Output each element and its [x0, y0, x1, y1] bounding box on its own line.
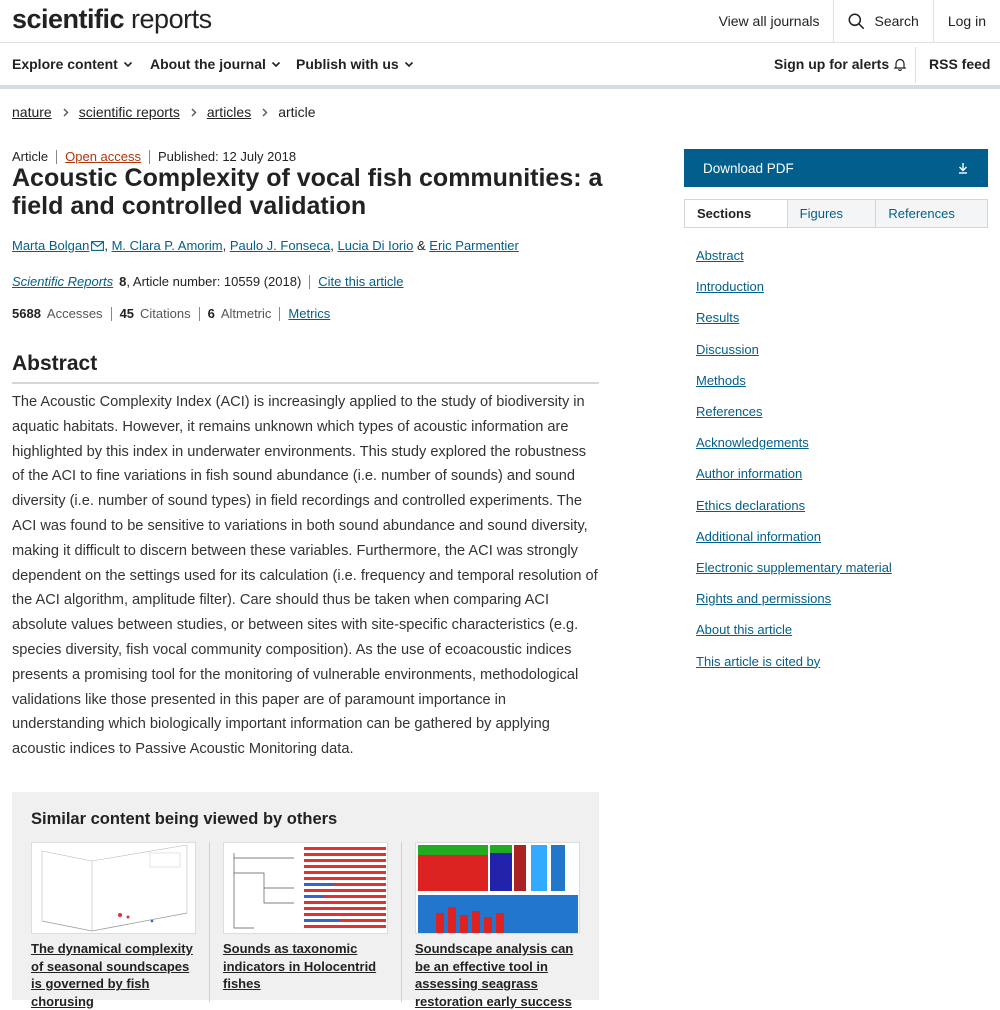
abstract-text: The Acoustic Complexity Index (ACI) is increasingly applied to the study of biodiversity in aquatic habitats. However, it remains unknown which types of acoustic information are highlighted by this index in underwater environments. This study explored the robustness of the ACI to fine variations in fish sound abundance (i.e. number of sounds) and sound diversity (i.e. number of sound types) in field recordings and controlled experiments. The ACI was found to be sensitive to variations in both sound abundance and sound diversity, making it difficult to discern between these variables. Furthermore, the ACI was strongly dependent on the settings used for its calculation (i.e. frequency and temporal resolution of the ACI algorithm, amplitude filter). Care should thus be taken when comparing ACI absolute values between studies, or between sites with site-specific characteristics (e.g. species diversity, fish vocal community composition). As the use of ecoacoustic indices presents a promising tool for the monitoring of vulnerable environments, methodological validations like those presented in this paper are of paramount importance in understanding which biologically important information can be gathered by applying acoustic indices to Passive Acoustic Monitoring data.	[12, 394, 598, 758]
card-divider	[209, 842, 210, 1002]
section-link-item[interactable]	[696, 271, 892, 302]
top-header	[0, 0, 1000, 43]
section-link-item[interactable]	[696, 334, 892, 365]
divider	[111, 307, 112, 321]
similar-article-card[interactable]	[223, 842, 393, 993]
divider	[149, 150, 150, 164]
chevron-down-icon	[404, 59, 414, 69]
search-label: Search	[874, 13, 919, 29]
article-type: Article	[12, 149, 49, 164]
breadcrumb	[12, 104, 316, 120]
tab-sections[interactable]: Sections	[685, 200, 787, 227]
published-date: Published: 12 July 2018	[158, 149, 297, 164]
email-icon[interactable]	[91, 241, 104, 251]
section-link-item[interactable]	[696, 302, 892, 333]
section-link-item[interactable]	[696, 427, 892, 458]
volume: 8	[119, 274, 127, 289]
section-link[interactable]: Abstract	[696, 248, 744, 264]
similar-content-panel	[12, 792, 599, 1009]
chevron-right-icon	[260, 108, 269, 117]
section-link-item[interactable]	[696, 490, 892, 521]
chevron-right-icon	[61, 108, 70, 117]
similar-article-card[interactable]	[31, 842, 201, 1010]
section-link[interactable]: Introduction	[696, 279, 764, 295]
article-metrics	[12, 306, 330, 321]
article-meta	[12, 149, 296, 164]
sidebar-tabs	[684, 199, 988, 228]
section-link-item[interactable]	[696, 365, 892, 396]
section-link[interactable]: Acknowledgements	[696, 435, 809, 451]
similar-article-title[interactable]: Soundscape analysis can be an effective tool in assessing seagrass restoration early success	[415, 941, 574, 1009]
breadcrumb-nature[interactable]: nature	[12, 104, 52, 120]
accesses-label: Accesses	[46, 306, 103, 321]
nav-divider	[915, 47, 916, 83]
author-link[interactable]: M. Clara P. Amorim	[111, 238, 223, 253]
divider	[56, 150, 57, 164]
article-number: , Article number: 10559 (2018)	[126, 274, 302, 289]
altmetric-label: Altmetric	[220, 306, 272, 321]
section-link[interactable]: References	[696, 404, 763, 420]
download-pdf-button[interactable]	[684, 149, 988, 187]
journal-link[interactable]: Scientific Reports	[12, 274, 114, 289]
abstract-heading: Abstract	[12, 352, 98, 375]
similar-content-heading: Similar content being viewed by others	[31, 810, 338, 828]
section-link[interactable]: About this article	[696, 622, 793, 638]
publish-with-us-menu[interactable]: Publish with us	[296, 56, 414, 72]
thumbnail-plot-image	[32, 843, 197, 935]
section-link[interactable]: Ethics declarations	[696, 497, 806, 513]
tab-figures[interactable]: Figures	[787, 200, 876, 227]
cite-article-link[interactable]: Cite this article	[318, 274, 404, 289]
breadcrumb-current: article	[278, 104, 316, 120]
section-link-item[interactable]	[696, 583, 892, 614]
divider	[279, 307, 280, 321]
citations-count: 45	[119, 306, 135, 321]
explore-content-menu[interactable]: Explore content	[12, 56, 133, 72]
divider	[309, 275, 310, 289]
article-thumbnail[interactable]	[223, 842, 388, 934]
citation-line	[12, 274, 404, 289]
main-nav	[0, 43, 1000, 89]
section-link-item[interactable]	[696, 458, 892, 489]
tab-references[interactable]: References	[875, 200, 987, 227]
section-link[interactable]: Discussion	[696, 341, 759, 357]
author-link[interactable]: Marta Bolgan	[12, 238, 90, 253]
author-link[interactable]: Eric Parmentier	[429, 238, 519, 253]
similar-article-title[interactable]: The dynamical complexity of seasonal soundscapes is governed by fish chorusing	[31, 941, 193, 1009]
breadcrumb-articles[interactable]: articles	[206, 104, 252, 120]
divider	[199, 307, 200, 321]
metrics-link[interactable]: Metrics	[288, 306, 331, 321]
chevron-down-icon	[123, 59, 133, 69]
section-link[interactable]: Additional information	[696, 528, 822, 544]
open-access-link[interactable]: Open access	[65, 149, 141, 164]
rss-feed-link[interactable]: RSS feed	[929, 56, 991, 72]
about-journal-menu[interactable]: About the journal	[150, 56, 281, 72]
section-link-item[interactable]	[696, 552, 892, 583]
sign-up-alerts-link[interactable]: Sign up for alerts	[774, 56, 907, 72]
thumbnail-barchart-image	[416, 843, 581, 935]
section-link-item[interactable]	[696, 240, 892, 271]
chevron-right-icon	[189, 108, 198, 117]
section-link-item[interactable]	[696, 645, 892, 676]
view-all-journals-link[interactable]: View all journals	[718, 13, 820, 29]
bell-icon	[893, 57, 907, 71]
journal-logo[interactable]: scientific reports	[12, 4, 212, 34]
article-thumbnail[interactable]	[31, 842, 196, 934]
section-link[interactable]: Methods	[696, 372, 746, 388]
author-link[interactable]: Paulo J. Fonseca	[229, 238, 331, 253]
similar-article-title[interactable]: Sounds as taxonomic indicators in Holocentrid fishes	[223, 941, 377, 991]
download-icon	[956, 161, 970, 175]
section-link[interactable]: Results	[696, 310, 740, 326]
section-link-item[interactable]	[696, 614, 892, 645]
section-link[interactable]: Author information	[696, 466, 803, 482]
article-thumbnail[interactable]	[415, 842, 580, 934]
chevron-down-icon	[271, 59, 281, 69]
section-link[interactable]: Electronic supplementary material	[696, 559, 892, 575]
article-title: Acoustic Complexity of vocal fish communities: a field and controlled validation	[12, 164, 603, 220]
section-link-item[interactable]	[696, 396, 892, 427]
search-button[interactable]	[833, 0, 932, 42]
search-icon	[848, 13, 865, 30]
section-link[interactable]: This article is cited by	[696, 653, 821, 669]
author-link[interactable]: Lucia Di Iorio	[337, 238, 414, 253]
login-link[interactable]: Log in	[933, 0, 1000, 42]
breadcrumb-scientific-reports[interactable]: scientific reports	[78, 104, 180, 120]
thumbnail-phylogeny-image	[224, 843, 389, 935]
accesses-count: 5688	[12, 306, 41, 321]
download-pdf-label: Download PDF	[703, 160, 794, 176]
card-divider	[401, 842, 402, 1002]
section-link-item[interactable]	[696, 521, 892, 552]
section-divider	[12, 382, 599, 384]
sections-nav	[696, 240, 892, 677]
section-link[interactable]: Rights and permissions	[696, 591, 832, 607]
altmetric-count: 6	[207, 306, 215, 321]
similar-article-card[interactable]	[415, 842, 585, 1010]
author-list: Marta Bolgan , M. Clara P. Amorim, Paulo J. Fonseca, Lucia Di Iorio & Eric Parmentier	[12, 238, 519, 253]
citations-label: Citations	[140, 306, 191, 321]
